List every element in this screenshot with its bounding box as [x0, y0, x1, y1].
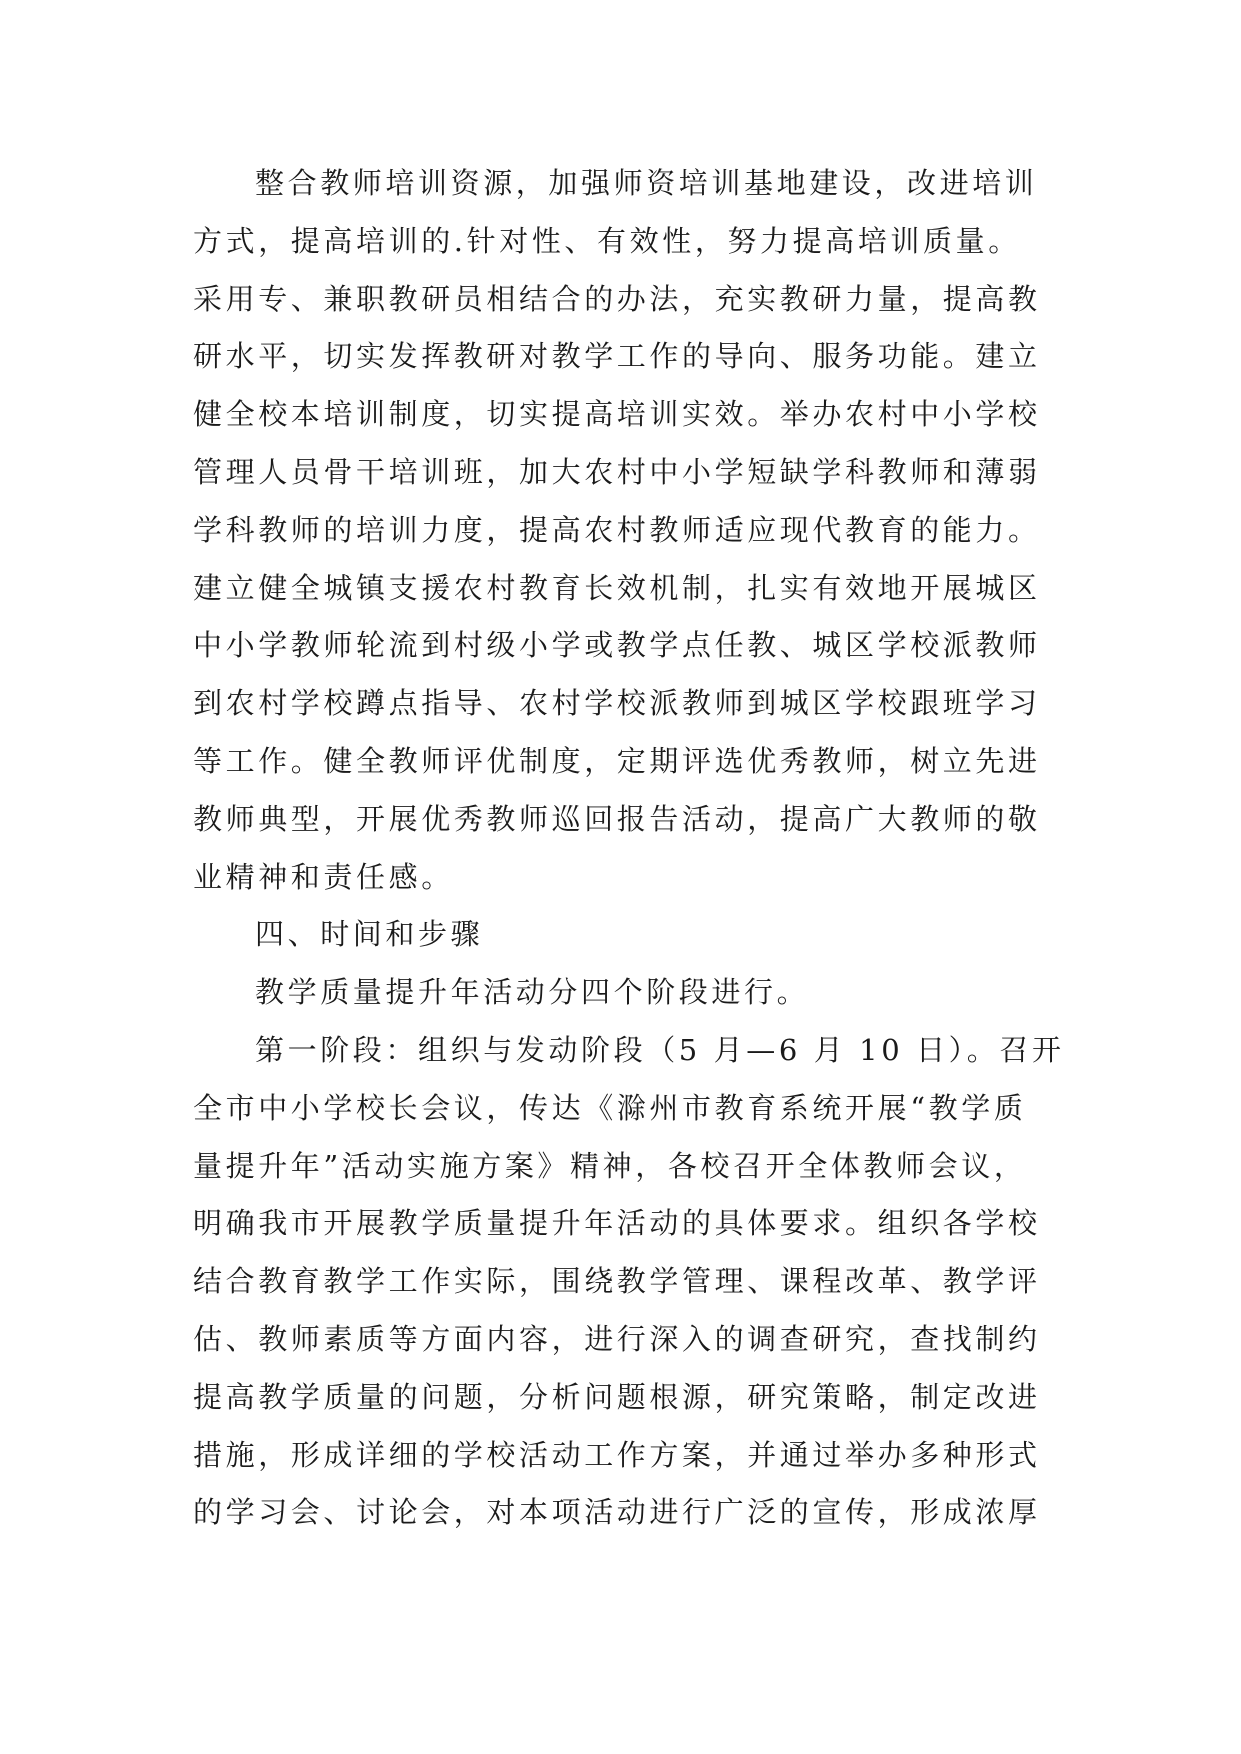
text-line: 量提升年”活动实施方案》精神，各校召开全体教师会议，: [193, 1148, 1027, 1183]
text-line: 到农村学校蹲点指导、农村学校派教师到城区学校跟班学习: [193, 686, 1041, 721]
text-line: 全市中小学校长会议，传达《滁州市教育系统开展“教学质: [193, 1090, 1027, 1125]
text-line: 健全校本培训制度，切实提高培训实效。举办农村中小学校: [193, 397, 1041, 432]
text-line: 采用专、兼职教研员相结合的办法，充实教研力量，提高教: [193, 281, 1041, 316]
text-line: 等工作。健全教师评优制度，定期评选优秀教师，树立先进: [193, 743, 1041, 778]
text-line: 建立健全城镇支援农村教育长效机制，扎实有效地开展城区: [193, 570, 1041, 605]
text-line: 结合教育教学工作实际，围绕教学管理、课程改革、教学评: [193, 1264, 1041, 1299]
text-line: 的学习会、讨论会，对本项活动进行广泛的宣传，形成浓厚: [193, 1495, 1041, 1530]
text-line: 中小学教师轮流到村级小学或教学点任教、城区学校派教师: [193, 628, 1041, 663]
text-line: 措施，形成详细的学校活动工作方案，并通过举办多种形式: [193, 1437, 1041, 1472]
text-line: 管理人员骨干培训班，加大农村中小学短缺学科教师和薄弱: [193, 454, 1041, 489]
text-line: 明确我市开展教学质量提升年活动的具体要求。组织各学校: [193, 1206, 1041, 1241]
text-line: 第一阶段：组织与发动阶段（5 月—6 月 10 日）。召开: [255, 1032, 1065, 1067]
document-body: [193, 155, 1073, 1542]
text-line: 提高教学质量的问题，分析问题根源，研究策略，制定改进: [193, 1379, 1041, 1414]
text-line: 研水平，切实发挥教研对教学工作的导向、服务功能。建立: [193, 339, 1041, 374]
text-line: 学科教师的培训力度，提高农村教师适应现代教育的能力。: [193, 512, 1041, 547]
text-line: 估、教师素质等方面内容，进行深入的调查研究，查找制约: [193, 1321, 1041, 1356]
text-line: 教学质量提升年活动分四个阶段进行。: [255, 975, 810, 1010]
text-line: 教师典型，开展优秀教师巡回报告活动，提高广大教师的敬: [193, 801, 1041, 836]
text-line: 方式，提高培训的.针对性、有效性，努力提高培训质量。: [193, 223, 1021, 258]
text-line: 整合教师培训资源，加强师资培训基地建设，改进培训: [255, 166, 1038, 200]
text-line: 业精神和责任感。: [193, 859, 454, 894]
section-heading: 四、时间和步骤: [255, 917, 484, 952]
